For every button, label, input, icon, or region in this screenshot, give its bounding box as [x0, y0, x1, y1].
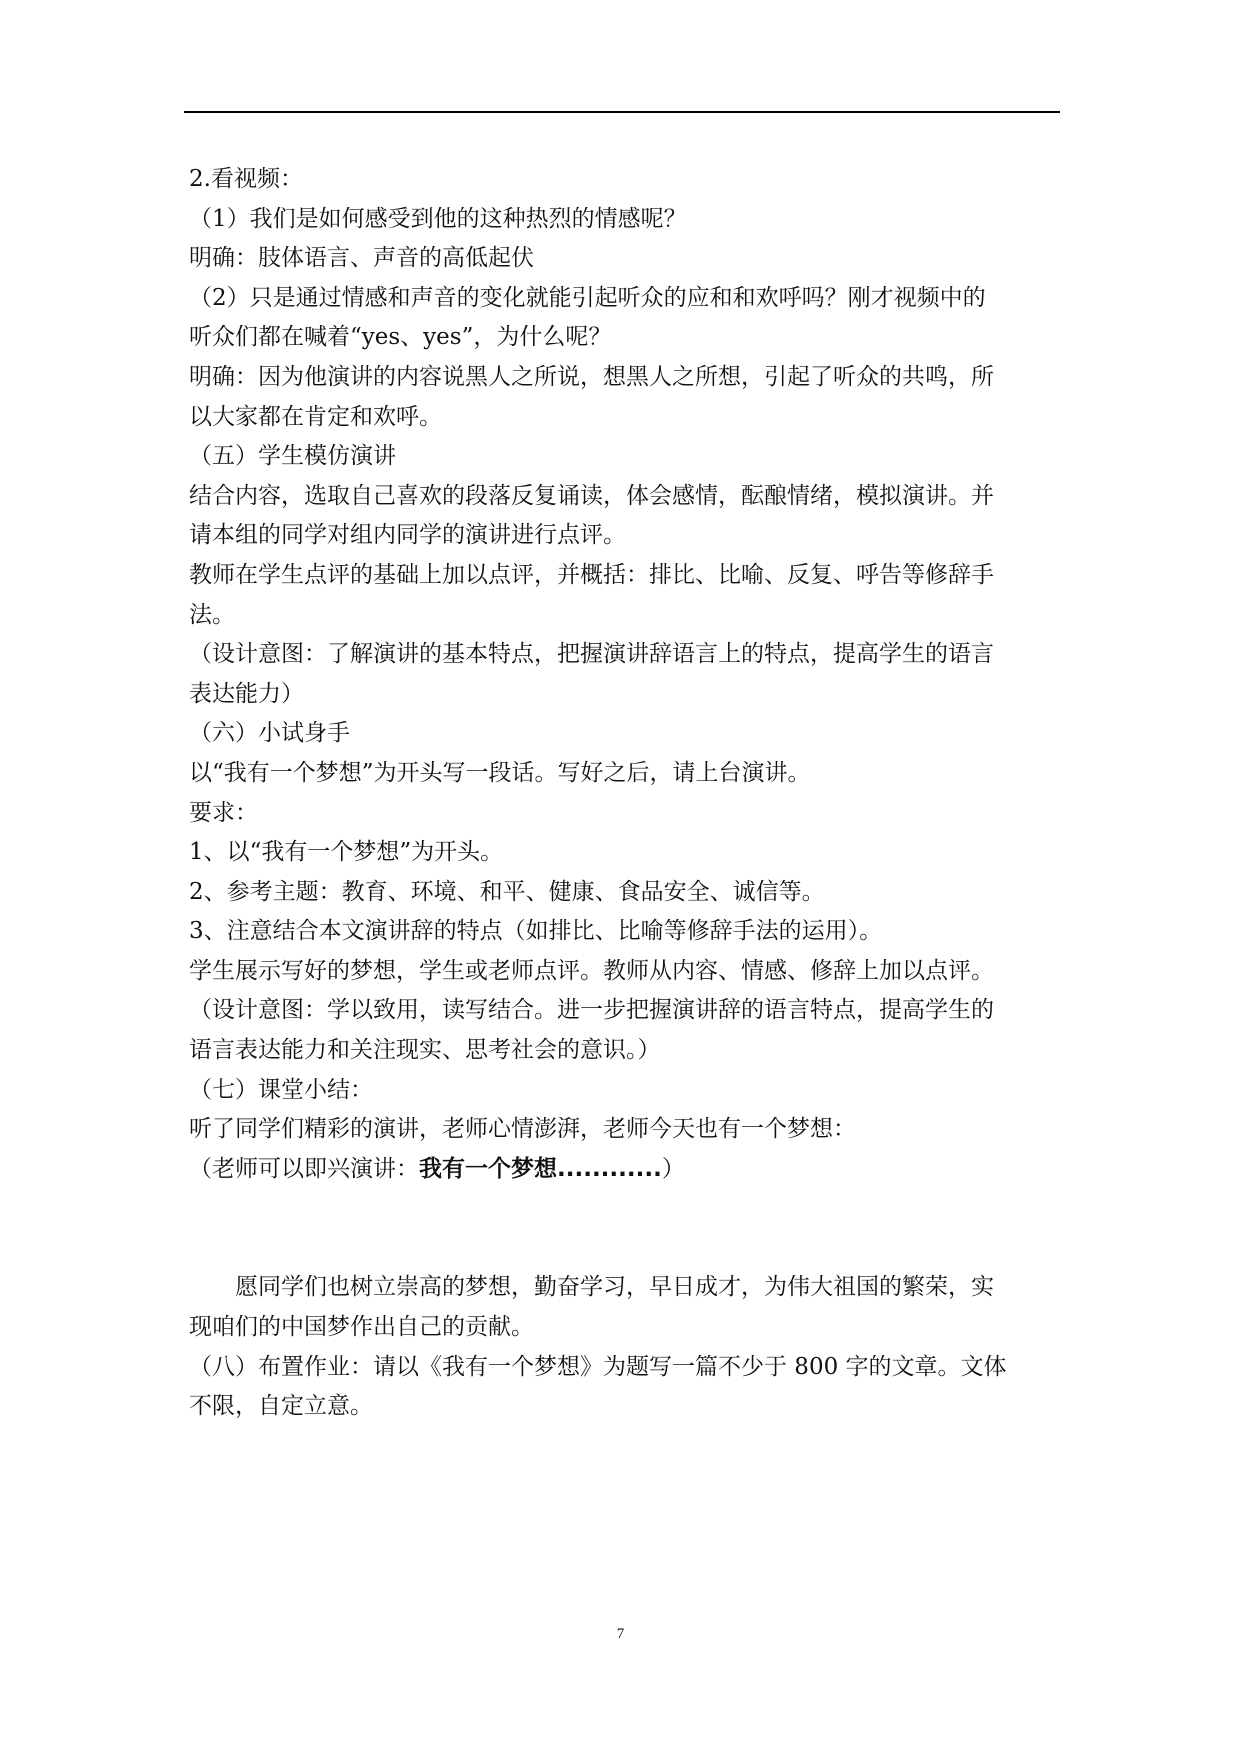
text-line: 语言表达能力和关注现实、思考社会的意识。）	[189, 1037, 661, 1064]
text-line: 教师在学生点评的基础上加以点评，并概括：排比、比喻、反复、呼告等修辞手	[189, 561, 994, 588]
text-line: 以“我有一个梦想”为开头写一段话。写好之后，请上台演讲。	[189, 759, 811, 786]
section-heading: （五）学生模仿演讲	[189, 443, 396, 470]
text-line: （设计意图：了解演讲的基本特点，把握演讲辞语言上的特点，提高学生的语言	[189, 641, 994, 668]
text-line: 请本组的同学对组内同学的演讲进行点评。	[189, 522, 626, 549]
text-line: （设计意图：学以致用，读写结合。进一步把握演讲辞的语言特点，提高学生的	[189, 997, 994, 1024]
text-line: （1）我们是如何感受到他的这种热烈的情感呢？	[189, 205, 687, 232]
closing-line: 现咱们的中国梦作出自己的贡献。	[189, 1314, 534, 1341]
text-line: 2.看视频：	[189, 166, 303, 192]
text-line: （2）只是通过情感和声音的变化就能引起听众的应和和欢呼吗？刚才视频中的	[189, 284, 986, 311]
text-line: 学生展示写好的梦想，学生或老师点评。教师从内容、情感、修辞上加以点评。	[189, 957, 994, 984]
document-body	[189, 160, 1057, 1427]
text-line: 法。	[189, 601, 235, 628]
closing-line: 愿同学们也树立崇高的梦想，勤奋学习，早日成才，为伟大祖国的繁荣，实	[235, 1274, 994, 1301]
speech-bold-text: 我有一个梦想............	[419, 1155, 662, 1182]
text-line: 听了同学们精彩的演讲，老师心情澎湃，老师今天也有一个梦想：	[189, 1116, 856, 1143]
text-line: 结合内容，选取自己喜欢的段落反复诵读，体会感情，酝酿情绪，模拟演讲。并	[189, 482, 994, 509]
speech-suffix: ）	[661, 1155, 685, 1182]
homework-line: （八）布置作业：请以《我有一个梦想》为题写一篇不少于 800 字的文章。文体	[189, 1353, 1007, 1380]
text-line: 听众们都在喊着“yes、yes”，为什么呢？	[189, 324, 612, 351]
text-line: 明确：因为他演讲的内容说黑人之所说，想黑人之所想，引起了听众的共鸣，所	[189, 363, 994, 390]
homework-line: 不限，自定立意。	[189, 1393, 373, 1420]
list-item: 1、以“我有一个梦想”为开头。	[189, 839, 504, 866]
text-line: 以大家都在肯定和欢呼。	[189, 403, 442, 430]
speech-line	[189, 1150, 1057, 1190]
section-heading: （七）课堂小结：	[189, 1076, 373, 1103]
list-item: 3、注意结合本文演讲辞的特点（如排比、比喻等修辞手法的运用）。	[189, 918, 883, 945]
text-line: 表达能力）	[189, 680, 304, 707]
speech-prefix: （老师可以即兴演讲：	[189, 1155, 419, 1182]
spacer	[189, 1189, 1057, 1268]
list-item: 2、参考主题：教育、环境、和平、健康、食品安全、诚信等。	[189, 878, 825, 905]
text-line: 明确：肢体语言、声音的高低起伏	[189, 245, 534, 272]
header-rule	[184, 111, 1060, 113]
page-number: 7	[616, 1626, 625, 1642]
text-line: 要求：	[189, 799, 258, 826]
section-heading: （六）小试身手	[189, 720, 350, 747]
